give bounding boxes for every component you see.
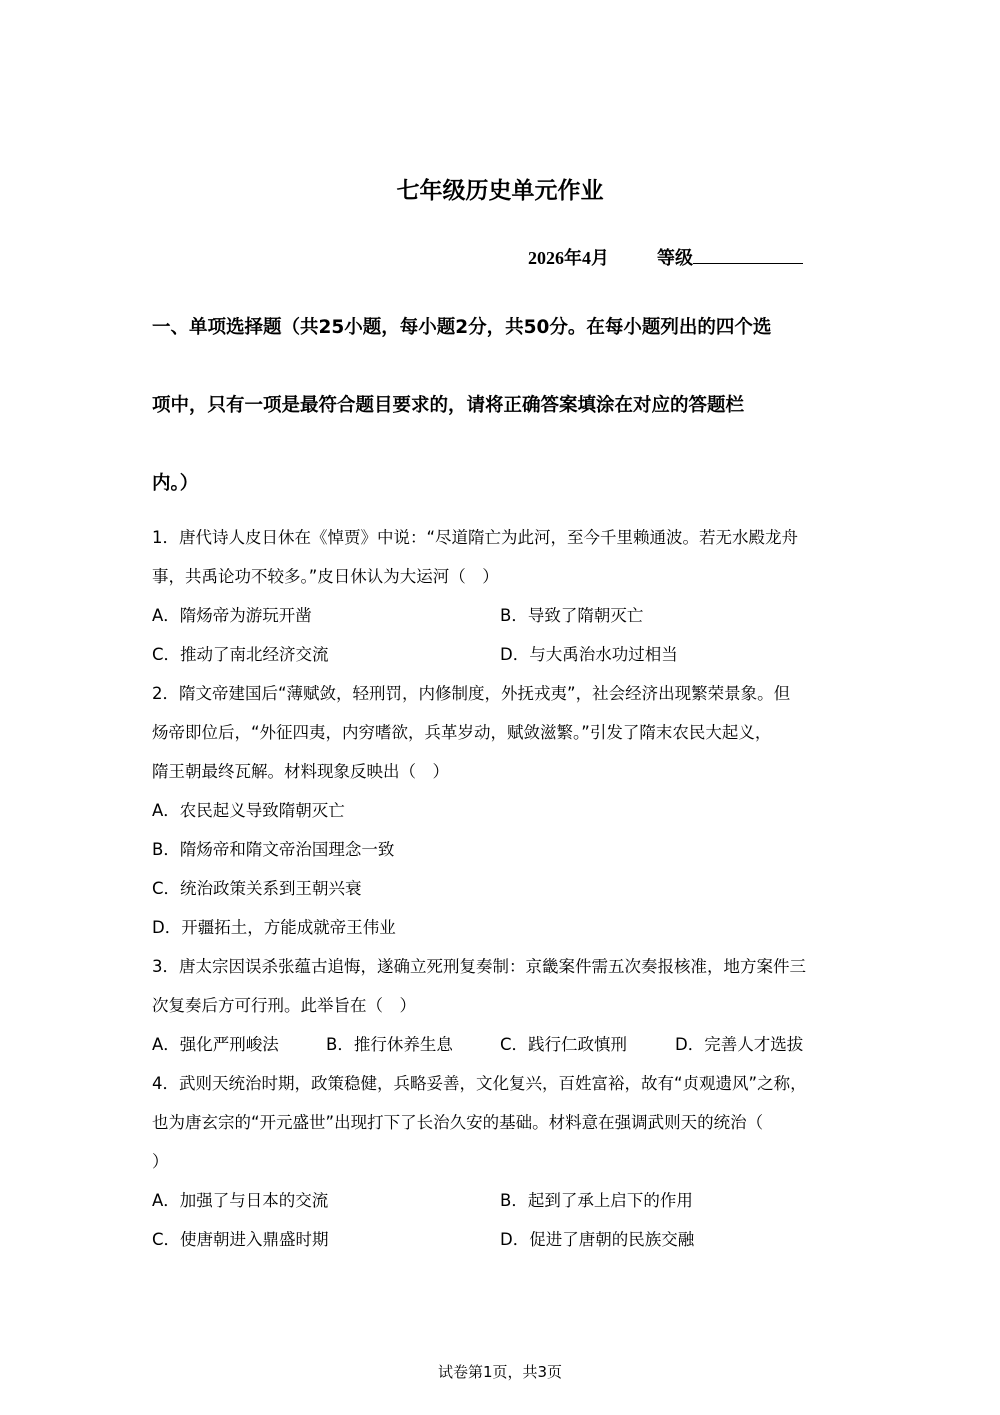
q4-stem-line-2: 也为唐玄宗的“开元盛世”出现打下了长治久安的基础。材料意在强调武则天的统治（	[152, 1113, 764, 1132]
q1-option-d: D．与大禹治水功过相当	[500, 645, 678, 664]
q4-option-b: B．起到了承上启下的作用	[500, 1191, 693, 1210]
section-heading-line-2: 项中，只有一项是最符合题目要求的，请将正确答案填涂在对应的答题栏	[152, 395, 745, 416]
q2-option-c: C．统治政策关系到王朝兴衰	[152, 879, 362, 898]
q4-option-a: A．加强了与日本的交流	[152, 1191, 329, 1210]
page-footer: 试卷第1页，共3页	[437, 1363, 563, 1381]
q3-option-c: C．践行仁政慎刑	[500, 1035, 628, 1054]
q4-stem-line-1: 4．武则天统治时期，政策稳健，兵略妥善，文化复兴，百姓富裕，故有“贞观遗风”之称，	[152, 1074, 807, 1093]
q1-stem-line-2: 事，共禹论功不较多。”皮日休认为大运河（ ）	[152, 567, 499, 586]
q1-option-c: C．推动了南北经济交流	[152, 645, 329, 664]
q2-stem-line-3: 隋王朝最终瓦解。材料现象反映出（ ）	[152, 762, 449, 781]
q4-option-c: C．使唐朝进入鼎盛时期	[152, 1230, 329, 1249]
q2-option-b: B．隋炀帝和隋文帝治国理念一致	[152, 840, 395, 859]
q3-option-b: B．推行休养生息	[326, 1035, 453, 1054]
grade-blank	[693, 247, 803, 264]
exam-date: 2026年4月	[528, 248, 609, 268]
page-title: 七年级历史单元作业	[396, 178, 604, 204]
section-heading-line-1: 一、单项选择题（共25小题，每小题2分，共50分。在每小题列出的四个选	[152, 317, 772, 338]
q1-option-b: B．导致了隋朝灭亡	[500, 606, 644, 625]
q3-option-d: D．完善人才选拔	[675, 1035, 804, 1054]
q4-option-d: D．促进了唐朝的民族交融	[500, 1230, 695, 1249]
grade-label: 等级	[657, 248, 693, 268]
q4-stem-line-3: ）	[152, 1152, 169, 1171]
q2-option-a: A．农民起义导致隋朝灭亡	[152, 801, 345, 820]
q3-stem-line-2: 次复奏后方可行刑。此举旨在（ ）	[152, 996, 416, 1015]
q2-option-d: D．开疆拓土，方能成就帝王伟业	[152, 918, 396, 937]
q2-stem-line-1: 2．隋文帝建国后“薄赋敛，轻刑罚，内修制度，外抚戎夷”，社会经济出现繁荣景象。但	[152, 684, 791, 703]
q1-stem-line-1: 1．唐代诗人皮日休在《悼贾》中说：“尽道隋亡为此河，至今千里赖通波。若无水殿龙舟	[152, 528, 799, 547]
section-heading-line-3: 内。）	[152, 473, 199, 494]
exam-meta	[528, 244, 803, 270]
q2-stem-line-2: 炀帝即位后，“外征四夷，内穷嗜欲，兵革岁动，赋敛滋繁。”引发了隋末农民大起义，	[152, 723, 772, 742]
q1-option-a: A．隋炀帝为游玩开凿	[152, 606, 312, 625]
q3-stem-line-1: 3．唐太宗因误杀张蕴古追悔，遂确立死刑复奏制：京畿案件需五次奏报核准，地方案件三	[152, 957, 806, 976]
q3-option-a: A．强化严刑峻法	[152, 1035, 279, 1054]
